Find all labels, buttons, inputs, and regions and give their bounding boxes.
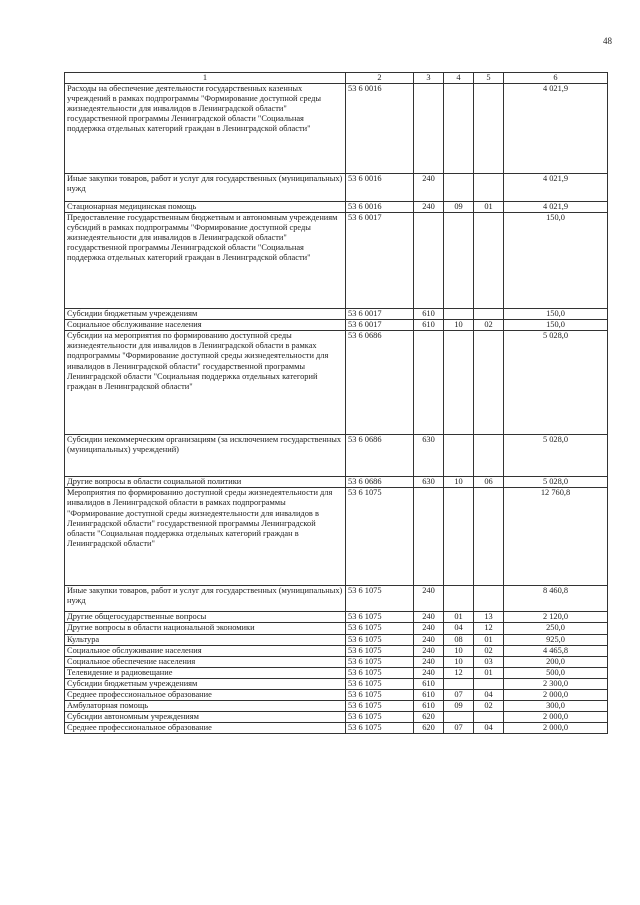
- row-vr-cell: 240: [414, 202, 444, 213]
- row-vr-cell: 610: [414, 320, 444, 331]
- table-row: [65, 623, 608, 634]
- row-rz-cell: [444, 586, 474, 612]
- row-name-cell: Среднее профессиональное образование: [65, 689, 346, 700]
- row-rz-cell: 01: [444, 612, 474, 623]
- row-code-cell: 53 6 0017: [346, 309, 414, 320]
- row-pr-cell: [474, 435, 504, 477]
- row-code-cell: 53 6 0017: [346, 320, 414, 331]
- table-row: [65, 586, 608, 612]
- row-pr-cell: [474, 488, 504, 586]
- row-name-cell: Стационарная медицинская помощь: [65, 202, 346, 213]
- table-row: [65, 202, 608, 213]
- row-name-cell: Предоставление государственным бюджетным и автономным учреждениям субсидий в рамках подпрограммы "Формирование доступной среды жизнедеятельности для инвалидов в Ленинградской области" государственной программы Ленинградской области "Социальная поддержка отдельных категорий граждан в Ленинградской области": [65, 213, 346, 309]
- row-name-cell: Другие вопросы в области национальной экономики: [65, 623, 346, 634]
- table-row: [65, 701, 608, 712]
- row-sum-cell: 2 300,0: [504, 678, 608, 689]
- row-rz-cell: [444, 678, 474, 689]
- row-rz-cell: 04: [444, 623, 474, 634]
- table-row: [65, 174, 608, 202]
- table-row: [65, 656, 608, 667]
- row-pr-cell: 02: [474, 320, 504, 331]
- row-sum-cell: 2 000,0: [504, 712, 608, 723]
- row-sum-cell: 2 120,0: [504, 612, 608, 623]
- row-code-cell: 53 6 1075: [346, 689, 414, 700]
- table-row: [65, 309, 608, 320]
- row-sum-cell: 5 028,0: [504, 331, 608, 435]
- row-name-cell: Телевидение и радиовещание: [65, 667, 346, 678]
- row-sum-cell: 4 465,8: [504, 645, 608, 656]
- row-pr-cell: 02: [474, 645, 504, 656]
- row-sum-cell: 150,0: [504, 309, 608, 320]
- row-sum-cell: 150,0: [504, 320, 608, 331]
- table-row: [65, 645, 608, 656]
- table-row: [65, 331, 608, 435]
- row-vr-cell: 610: [414, 701, 444, 712]
- row-sum-cell: 4 021,9: [504, 202, 608, 213]
- row-vr-cell: 610: [414, 309, 444, 320]
- row-name-cell: Иные закупки товаров, работ и услуг для государственных (муниципальных) нужд: [65, 586, 346, 612]
- row-name-cell: Субсидии бюджетным учреждениям: [65, 309, 346, 320]
- row-vr-cell: 240: [414, 623, 444, 634]
- row-code-cell: 53 6 1075: [346, 723, 414, 734]
- row-rz-cell: 07: [444, 723, 474, 734]
- row-rz-cell: [444, 84, 474, 174]
- row-code-cell: 53 6 1075: [346, 667, 414, 678]
- row-pr-cell: [474, 331, 504, 435]
- row-rz-cell: [444, 331, 474, 435]
- row-sum-cell: 4 021,9: [504, 174, 608, 202]
- row-vr-cell: 240: [414, 612, 444, 623]
- row-sum-cell: 2 000,0: [504, 689, 608, 700]
- row-vr-cell: [414, 84, 444, 174]
- table-row: [65, 435, 608, 477]
- header-col-1: 1: [65, 73, 346, 84]
- row-name-cell: Субсидии некоммерческим организациям (за исключением государственных (муниципальных) учреждений): [65, 435, 346, 477]
- row-code-cell: 53 6 0686: [346, 435, 414, 477]
- row-pr-cell: 01: [474, 667, 504, 678]
- row-pr-cell: 01: [474, 634, 504, 645]
- row-sum-cell: 5 028,0: [504, 435, 608, 477]
- row-vr-cell: 240: [414, 174, 444, 202]
- row-name-cell: Субсидии на мероприятия по формированию доступной среды жизнедеятельности для инвалидов в Ленинградской области в рамках подпрограммы "Формирование доступной среды жизнедеятельности для инвалидов в Ленинградской области" государственной программы Ленинградской области "Социальная поддержка отдельных категорий граждан в Ленинградской области": [65, 331, 346, 435]
- row-pr-cell: 13: [474, 612, 504, 623]
- row-vr-cell: 620: [414, 723, 444, 734]
- table-row: [65, 667, 608, 678]
- row-vr-cell: 620: [414, 712, 444, 723]
- row-pr-cell: 06: [474, 477, 504, 488]
- row-name-cell: Мероприятия по формированию доступной среды жизнедеятельности для инвалидов в Ленинградской области в рамках подпрограммы "Формирование доступной среды жизнедеятельности для инвалидов в Ленинградской области" государственной программы Ленинградской области "Социальная поддержка отдельных категорий граждан в Ленинградской области": [65, 488, 346, 586]
- row-code-cell: 53 6 1075: [346, 645, 414, 656]
- row-code-cell: 53 6 1075: [346, 656, 414, 667]
- row-pr-cell: [474, 174, 504, 202]
- row-name-cell: Субсидии бюджетным учреждениям: [65, 678, 346, 689]
- row-pr-cell: [474, 213, 504, 309]
- row-vr-cell: 240: [414, 586, 444, 612]
- row-sum-cell: 500,0: [504, 667, 608, 678]
- row-rz-cell: 07: [444, 689, 474, 700]
- row-rz-cell: 10: [444, 656, 474, 667]
- table-row: [65, 84, 608, 174]
- row-pr-cell: [474, 712, 504, 723]
- row-vr-cell: 630: [414, 477, 444, 488]
- row-vr-cell: 610: [414, 689, 444, 700]
- row-vr-cell: [414, 213, 444, 309]
- header-col-5: 5: [474, 73, 504, 84]
- header-col-2: 2: [346, 73, 414, 84]
- row-pr-cell: 01: [474, 202, 504, 213]
- table-row: [65, 712, 608, 723]
- row-rz-cell: [444, 488, 474, 586]
- row-code-cell: 53 6 1075: [346, 701, 414, 712]
- row-rz-cell: [444, 712, 474, 723]
- row-pr-cell: [474, 309, 504, 320]
- row-pr-cell: [474, 586, 504, 612]
- row-rz-cell: [444, 309, 474, 320]
- table-row: [65, 689, 608, 700]
- page-number: 48: [603, 36, 612, 46]
- row-rz-cell: 09: [444, 202, 474, 213]
- table-row: [65, 213, 608, 309]
- row-sum-cell: 12 760,8: [504, 488, 608, 586]
- row-code-cell: 53 6 0016: [346, 174, 414, 202]
- row-sum-cell: 5 028,0: [504, 477, 608, 488]
- row-name-cell: Другие общегосударственные вопросы: [65, 612, 346, 623]
- header-col-4: 4: [444, 73, 474, 84]
- table-row: [65, 488, 608, 586]
- row-sum-cell: 200,0: [504, 656, 608, 667]
- row-pr-cell: [474, 678, 504, 689]
- row-rz-cell: 10: [444, 477, 474, 488]
- row-code-cell: 53 6 1075: [346, 678, 414, 689]
- row-code-cell: 53 6 1075: [346, 586, 414, 612]
- row-name-cell: Культура: [65, 634, 346, 645]
- table-row: [65, 477, 608, 488]
- table-row: [65, 634, 608, 645]
- row-vr-cell: 240: [414, 634, 444, 645]
- row-sum-cell: 250,0: [504, 623, 608, 634]
- table-row: [65, 612, 608, 623]
- row-name-cell: Среднее профессиональное образование: [65, 723, 346, 734]
- row-code-cell: 53 6 0686: [346, 331, 414, 435]
- row-rz-cell: [444, 213, 474, 309]
- header-col-6: 6: [504, 73, 608, 84]
- row-name-cell: Другие вопросы в области социальной политики: [65, 477, 346, 488]
- row-vr-cell: 240: [414, 656, 444, 667]
- row-rz-cell: [444, 174, 474, 202]
- row-sum-cell: 150,0: [504, 213, 608, 309]
- row-vr-cell: 610: [414, 678, 444, 689]
- row-sum-cell: 300,0: [504, 701, 608, 712]
- row-rz-cell: 10: [444, 645, 474, 656]
- table-row: [65, 723, 608, 734]
- row-code-cell: 53 6 0017: [346, 213, 414, 309]
- row-pr-cell: 12: [474, 623, 504, 634]
- budget-table: [64, 72, 608, 734]
- row-pr-cell: [474, 84, 504, 174]
- row-sum-cell: 8 460,8: [504, 586, 608, 612]
- table-header-row: [65, 73, 608, 84]
- row-sum-cell: 925,0: [504, 634, 608, 645]
- row-name-cell: Иные закупки товаров, работ и услуг для государственных (муниципальных) нужд: [65, 174, 346, 202]
- row-pr-cell: 02: [474, 701, 504, 712]
- row-sum-cell: 2 000,0: [504, 723, 608, 734]
- row-code-cell: 53 6 1075: [346, 488, 414, 586]
- row-pr-cell: 03: [474, 656, 504, 667]
- row-name-cell: Расходы на обеспечение деятельности государственных казенных учреждений в рамках подпрограммы "Формирование доступной среды жизнедеятельности для инвалидов в Ленинградской области" государственной программы Ленинградской области "Социальная поддержка отдельных категорий граждан в Ленинградской области": [65, 84, 346, 174]
- row-vr-cell: [414, 331, 444, 435]
- header-col-3: 3: [414, 73, 444, 84]
- row-rz-cell: 10: [444, 320, 474, 331]
- row-name-cell: Амбулаторная помощь: [65, 701, 346, 712]
- row-code-cell: 53 6 1075: [346, 623, 414, 634]
- row-rz-cell: [444, 435, 474, 477]
- row-code-cell: 53 6 0016: [346, 202, 414, 213]
- row-code-cell: 53 6 1075: [346, 712, 414, 723]
- row-vr-cell: 240: [414, 667, 444, 678]
- row-rz-cell: 08: [444, 634, 474, 645]
- row-code-cell: 53 6 1075: [346, 634, 414, 645]
- row-name-cell: Социальное обслуживание населения: [65, 645, 346, 656]
- row-rz-cell: 12: [444, 667, 474, 678]
- row-pr-cell: 04: [474, 689, 504, 700]
- row-vr-cell: 630: [414, 435, 444, 477]
- row-name-cell: Социальное обеспечение населения: [65, 656, 346, 667]
- row-pr-cell: 04: [474, 723, 504, 734]
- row-name-cell: Социальное обслуживание населения: [65, 320, 346, 331]
- row-sum-cell: 4 021,9: [504, 84, 608, 174]
- table-row: [65, 678, 608, 689]
- row-name-cell: Субсидии автономным учреждениям: [65, 712, 346, 723]
- row-vr-cell: 240: [414, 645, 444, 656]
- row-rz-cell: 09: [444, 701, 474, 712]
- row-code-cell: 53 6 1075: [346, 612, 414, 623]
- row-vr-cell: [414, 488, 444, 586]
- row-code-cell: 53 6 0686: [346, 477, 414, 488]
- table-row: [65, 320, 608, 331]
- row-code-cell: 53 6 0016: [346, 84, 414, 174]
